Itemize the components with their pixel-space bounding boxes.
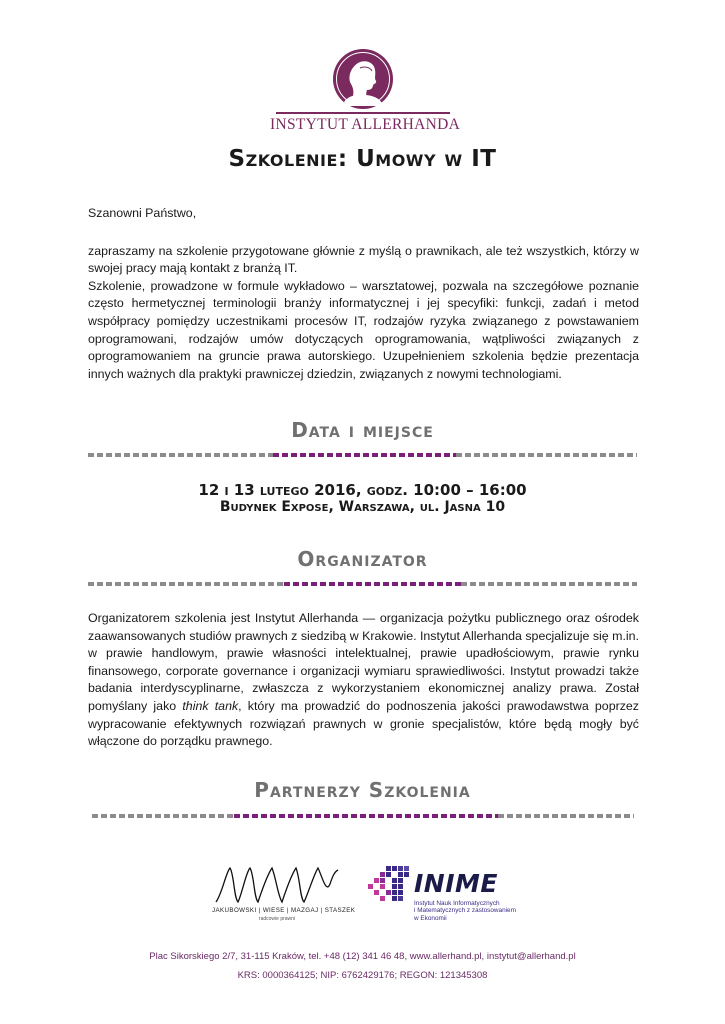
intro-block <box>88 205 639 383</box>
event-datetime: 12 i 13 lutego 2016, godz. 10:00 – 16:00 <box>198 481 527 499</box>
jwms-name: JAKUBOWSKI | WIESE | MAZGAJ | STASZEK <box>212 907 356 914</box>
organizer-text-italic: think tank <box>182 698 239 713</box>
organizer-section-heading: Organizator <box>297 547 428 571</box>
logo-rule <box>276 112 450 114</box>
date-divider-accent <box>273 453 456 457</box>
partners-divider-accent <box>234 814 498 818</box>
date-divider-right <box>456 453 637 457</box>
partner-logo-jwms <box>212 864 356 934</box>
partner-logo-inime <box>368 864 528 936</box>
intro-paragraph-2: Szkolenie, prowadzone w formule wykładowo – warsztatowej, pozwala na szczegółowe poznanie często hermetycznej terminologii branży informatycznej i jej specyfiki: funkcji, zadań i metod współpracy pomiędzy uczestnikami procesów IT, rodzajów ryzyka związanego z powstawaniem oprogramowani, rodzajów umów dotyczących oprogramowania, wątpliwości związanych z oprogramowaniem na gruncie prawa autorskiego. Uzupełnieniem szkolenia będzie prezentacja innych ważnych dla praktyki prawniczej dziedzin, związanych z nowymi technologiami. <box>88 278 639 381</box>
organizer-divider-left <box>88 582 284 586</box>
page-title: Szkolenie: Umowy w IT <box>228 146 497 172</box>
partners-divider-left <box>92 814 234 818</box>
allerhand-logo <box>270 48 461 140</box>
inime-subtitle-line-3: w Ekonomii <box>414 914 447 922</box>
organizer-block <box>88 610 639 751</box>
logo-wordmark: INSTYTUT ALLERHANDA <box>270 116 461 133</box>
event-venue: Budynek Expose, Warszawa, ul. Jasna 10 <box>219 499 506 515</box>
organizer-text-start: Organizatorem szkolenia jest Instytut Allerhanda — organizacja pożytku publicznego oraz ośrodek zaawansowanych studiów prawnych z siedzibą w Krakowie. Instytut Allerhanda specjalizuje się m.in. w prawie handlowym, prawie własności intelektualnej, prawie upadłościowym, prawie rynku finansowego, corporate governance i organizacji wymiaru sprawiedliwości. Instytut prowadzi także badania interdyscyplinarne, zwłaszcza z wykorzystaniem ekonomicznej analizy prawa. Został pomyślany jako <box>88 611 639 713</box>
organizer-paragraph <box>88 610 639 751</box>
partners-divider-right <box>498 814 634 818</box>
inime-name: INIME <box>414 869 498 898</box>
inime-subtitle-line-2: i Matematycznych z zastosowaniem <box>414 907 516 915</box>
organizer-divider-accent <box>284 582 461 586</box>
inime-pixel-mark-icon <box>368 866 412 902</box>
date-section-heading: Data i miejsce <box>291 418 434 442</box>
organizer-text-end: , który ma prowadzić do podnoszenia jakości prawodawstwa poprzez wypracowanie efektywnych rozwiązań prawnych w gronie specjalistów, które będą mogły być włączone do porządku prawnego. <box>88 698 639 749</box>
footer-registry: KRS: 0000364125; NIP: 6762429176; REGON: 121345308 <box>237 970 488 981</box>
intro-paragraph-1: zapraszamy na szkolenie przygotowane głównie z myślą o prawnikach, ale też wszystkich, którzy w swojej pracy mają kontakt z branżą IT. <box>88 243 639 276</box>
jwms-tagline: radcowie prawni <box>258 916 296 922</box>
portrait-medallion-icon <box>332 48 394 110</box>
footer-address: Plac Sikorskiego 2/7, 31-115 Kraków, tel. +48 (12) 341 46 48, www.allerhand.pl, instytut@allerhand.pl <box>149 951 576 962</box>
organizer-divider-right <box>461 582 637 586</box>
greeting: Szanowni Państwo, <box>88 206 197 220</box>
jwms-monogram-icon <box>212 864 342 906</box>
date-divider-left <box>88 453 273 457</box>
inime-subtitle-line-1: Instytut Nauk Informatycznych <box>414 900 500 907</box>
partners-section-heading: Partnerzy Szkolenia <box>254 778 471 802</box>
inime-subtitle <box>414 900 516 922</box>
